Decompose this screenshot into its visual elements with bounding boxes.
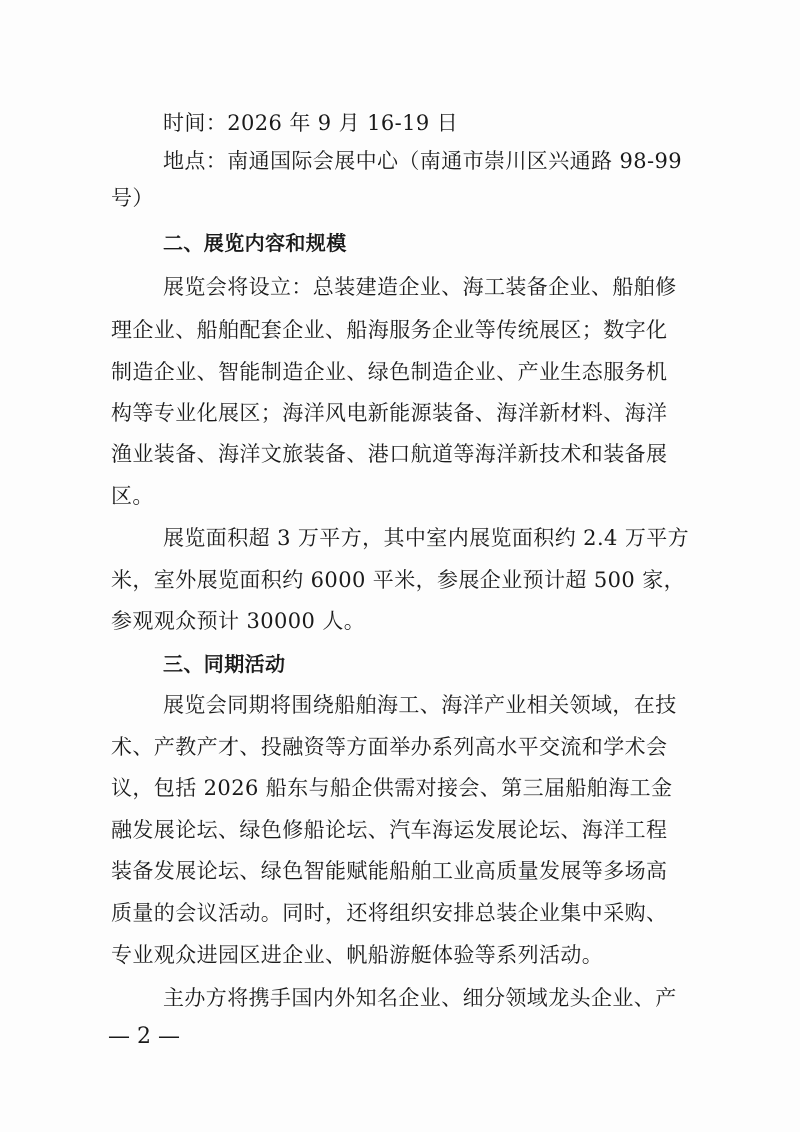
section-heading-3: 三、同期活动	[163, 652, 286, 676]
paragraph-line: 展览面积超 3 万平方，其中室内展览面积约 2.4 万平方	[163, 526, 690, 550]
paragraph-line: 渔业装备、海洋文旅装备、港口航道等海洋新技术和装备展	[111, 442, 668, 466]
paragraph-line: 区。	[111, 484, 154, 508]
paragraph-line: 专业观众进园区进企业、帆船游艇体验等系列活动。	[111, 943, 604, 967]
location-line: 地点：南通国际会展中心（南通市崇川区兴通路 98-99	[163, 149, 683, 173]
paragraph-line: 参观观众预计 30000 人。	[111, 609, 366, 633]
paragraph-line: 融发展论坛、绿色修船论坛、汽车海运发展论坛、海洋工程	[111, 818, 668, 842]
paragraph-line: 议，包括 2026 船东与船企供需对接会、第三届船舶海工金	[111, 776, 673, 800]
paragraph-line: 展览会将设立：总装建造企业、海工装备企业、船舶修	[163, 275, 677, 299]
paragraph-line: 质量的会议活动。同时，还将组织安排总装企业集中采购、	[111, 901, 668, 925]
time-line: 时间：2026 年 9 月 16-19 日	[163, 111, 459, 135]
location-line-cont: 号）	[111, 186, 154, 210]
section-heading-2: 二、展览内容和规模	[163, 231, 347, 255]
paragraph-line: 构等专业化展区；海洋风电新能源装备、海洋新材料、海洋	[111, 401, 668, 425]
page-number: — 2 —	[108, 1024, 180, 1049]
paragraph-line: 主办方将携手国内外知名企业、细分领域龙头企业、产	[163, 986, 677, 1010]
paragraph-line: 装备发展论坛、绿色智能赋能船舶工业高质量发展等多场高	[111, 859, 668, 883]
paragraph-line: 制造企业、智能制造企业、绿色制造企业、产业生态服务机	[111, 360, 668, 384]
paragraph-line: 米，室外展览面积约 6000 平米，参展企业预计超 500 家，	[111, 568, 686, 592]
paragraph-line: 理企业、船舶配套企业、船海服务企业等传统展区；数字化	[111, 318, 668, 342]
paragraph-line: 展览会同期将围绕船舶海工、海洋产业相关领域，在技	[163, 693, 677, 717]
paragraph-line: 术、产教产才、投融资等方面举办系列高水平交流和学术会	[111, 735, 668, 759]
